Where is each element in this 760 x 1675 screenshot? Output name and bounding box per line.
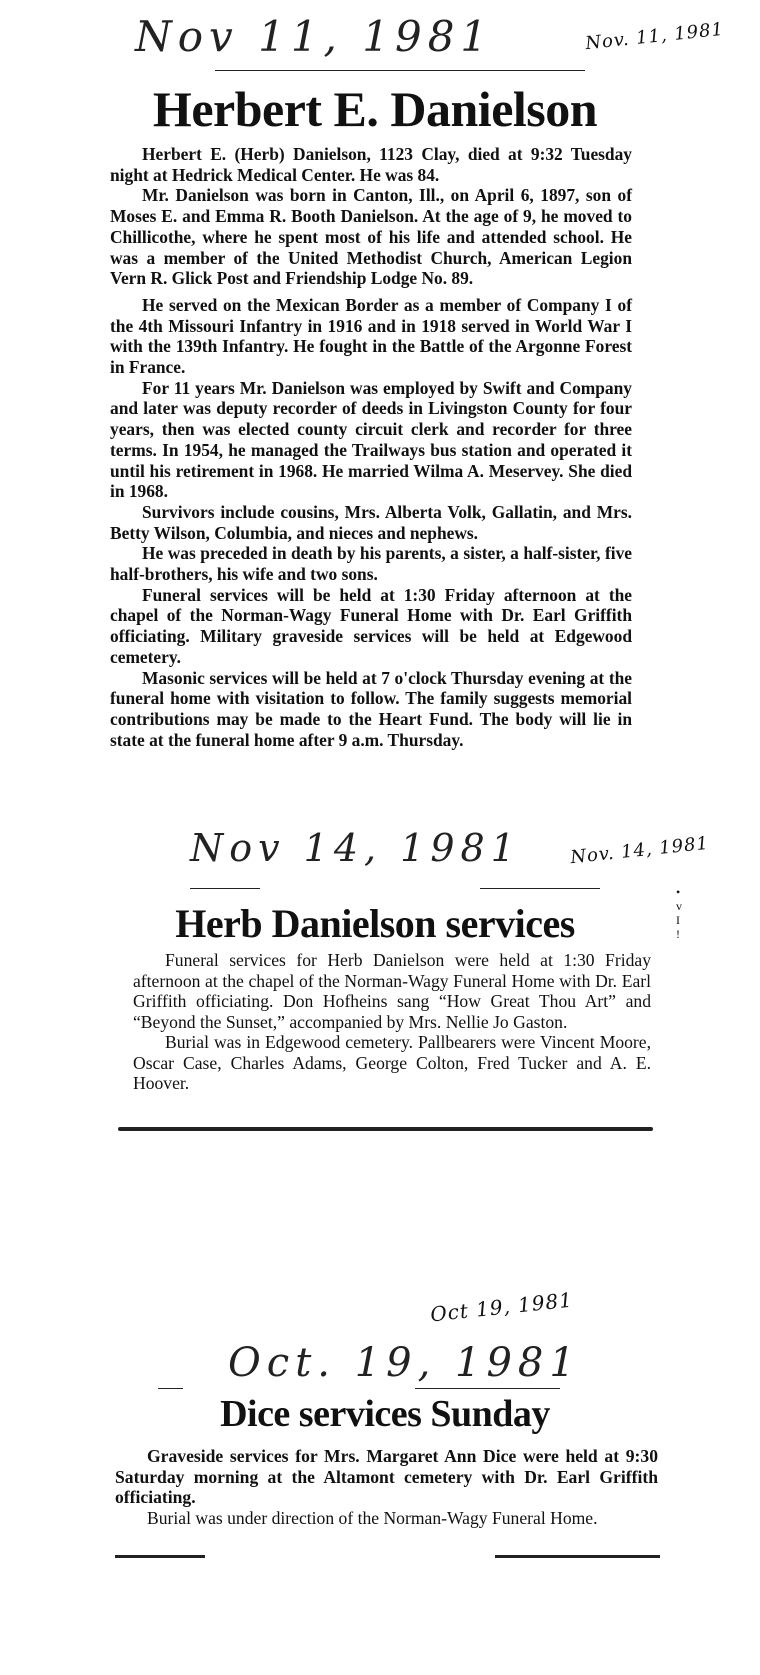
divider: [495, 1555, 660, 1558]
divider: [158, 1388, 183, 1389]
paragraph: For 11 years Mr. Danielson was employed by Swift and Company and later was deputy recorder of deeds in Livingston County for four years, then was elected county circuit clerk and recorder for three terms. In 1954, he managed the Trailways bus station and operated it until his retirement in 1968. He married Wilma A. Meservey. She died in 1968.: [110, 377, 632, 502]
handwritten-stamp: Oct 19, 1981: [429, 1287, 574, 1327]
paragraph: Survivors include cousins, Mrs. Alberta Volk, Gallatin, and Mrs. Betty Wilson, Columbia, and nieces and nephews.: [110, 501, 632, 543]
handwritten-date: Nov 14, 1981: [190, 826, 521, 870]
divider: [190, 888, 260, 889]
divider: [115, 1555, 205, 1558]
handwritten-stamp: Nov. 14, 1981: [569, 832, 710, 869]
article-body: [115, 1446, 658, 1528]
thick-divider: [118, 1127, 653, 1131]
divider: [215, 70, 585, 71]
paragraph: Burial was in Edgewood cemetery. Pallbearers were Vincent Moore, Oscar Case, Charles Adams, George Colton, Fred Tucker and A. E. Hoover.: [133, 1032, 651, 1093]
paragraph: Masonic services will be held at 7 o'clock Thursday evening at the funeral home with visitation to follow. The family suggests memorial contributions may be made to the Heart Fund. The body will lie in state at the funeral home after 9 a.m. Thursday.: [110, 667, 632, 750]
article-body: [133, 950, 651, 1094]
handwritten-date: Nov 11, 1981: [135, 12, 494, 61]
handwritten-date: Oct. 19, 1981: [228, 1340, 581, 1386]
paragraph: Burial was under direction of the Norman-Wagy Funeral Home.: [147, 1507, 598, 1528]
article-body: [110, 144, 632, 750]
divider: [415, 1388, 560, 1389]
divider: [480, 888, 600, 889]
paragraph: Graveside services for Mrs. Margaret Ann Dice were held at 9:30 Saturday morning at the Altamont cemetery with Dr. Earl Griffith officiating.: [115, 1446, 658, 1507]
headline: Herb Danielson services: [175, 901, 575, 946]
paragraph: He was preceded in death by his parents, a sister, a half-sister, five half-brothers, his wife and two sons.: [110, 543, 632, 585]
paragraph: He served on the Mexican Border as a member of Company I of the 4th Missouri Infantry in 1916 and in 1918 served in World War I with the 139th Infantry. He fought in the Battle of the Argonne Forest in France.: [110, 294, 632, 378]
headline: Dice services Sunday: [220, 1393, 550, 1435]
paragraph: Funeral services will be held at 1:30 Friday afternoon at the chapel of the Norman-Wagy Funeral Home with Dr. Earl Griffith officiating. Military graveside services will be held at Edgewood cemetery.: [110, 584, 632, 667]
headline: Herbert E. Danielson: [152, 81, 598, 137]
handwritten-stamp: Nov. 11, 1981: [584, 18, 725, 55]
margin-marks: • v I !: [676, 885, 682, 941]
paragraph: Herbert E. (Herb) Danielson, 1123 Clay, died at 9:32 Tuesday night at Hedrick Medical Center. He was 84.: [110, 144, 632, 185]
paragraph: Funeral services for Herb Danielson were held at 1:30 Friday afternoon at the chapel of the Norman-Wagy Funeral Home with Dr. Earl Griffith officiating. Don Hofheins sang “How Great Thou Art” and “Beyond the Sunset,” accompanied by Mrs. Nellie Jo Gaston.: [133, 950, 651, 1032]
paragraph: Mr. Danielson was born in Canton, Ill., on April 6, 1897, son of Moses E. and Emma R. Booth Danielson. At the age of 9, he moved to Chillicothe, where he spent most of his life and attended school. He was a member of the United Methodist Church, American Legion Vern R. Glick Post and Friendship Lodge No. 89.: [110, 185, 632, 289]
